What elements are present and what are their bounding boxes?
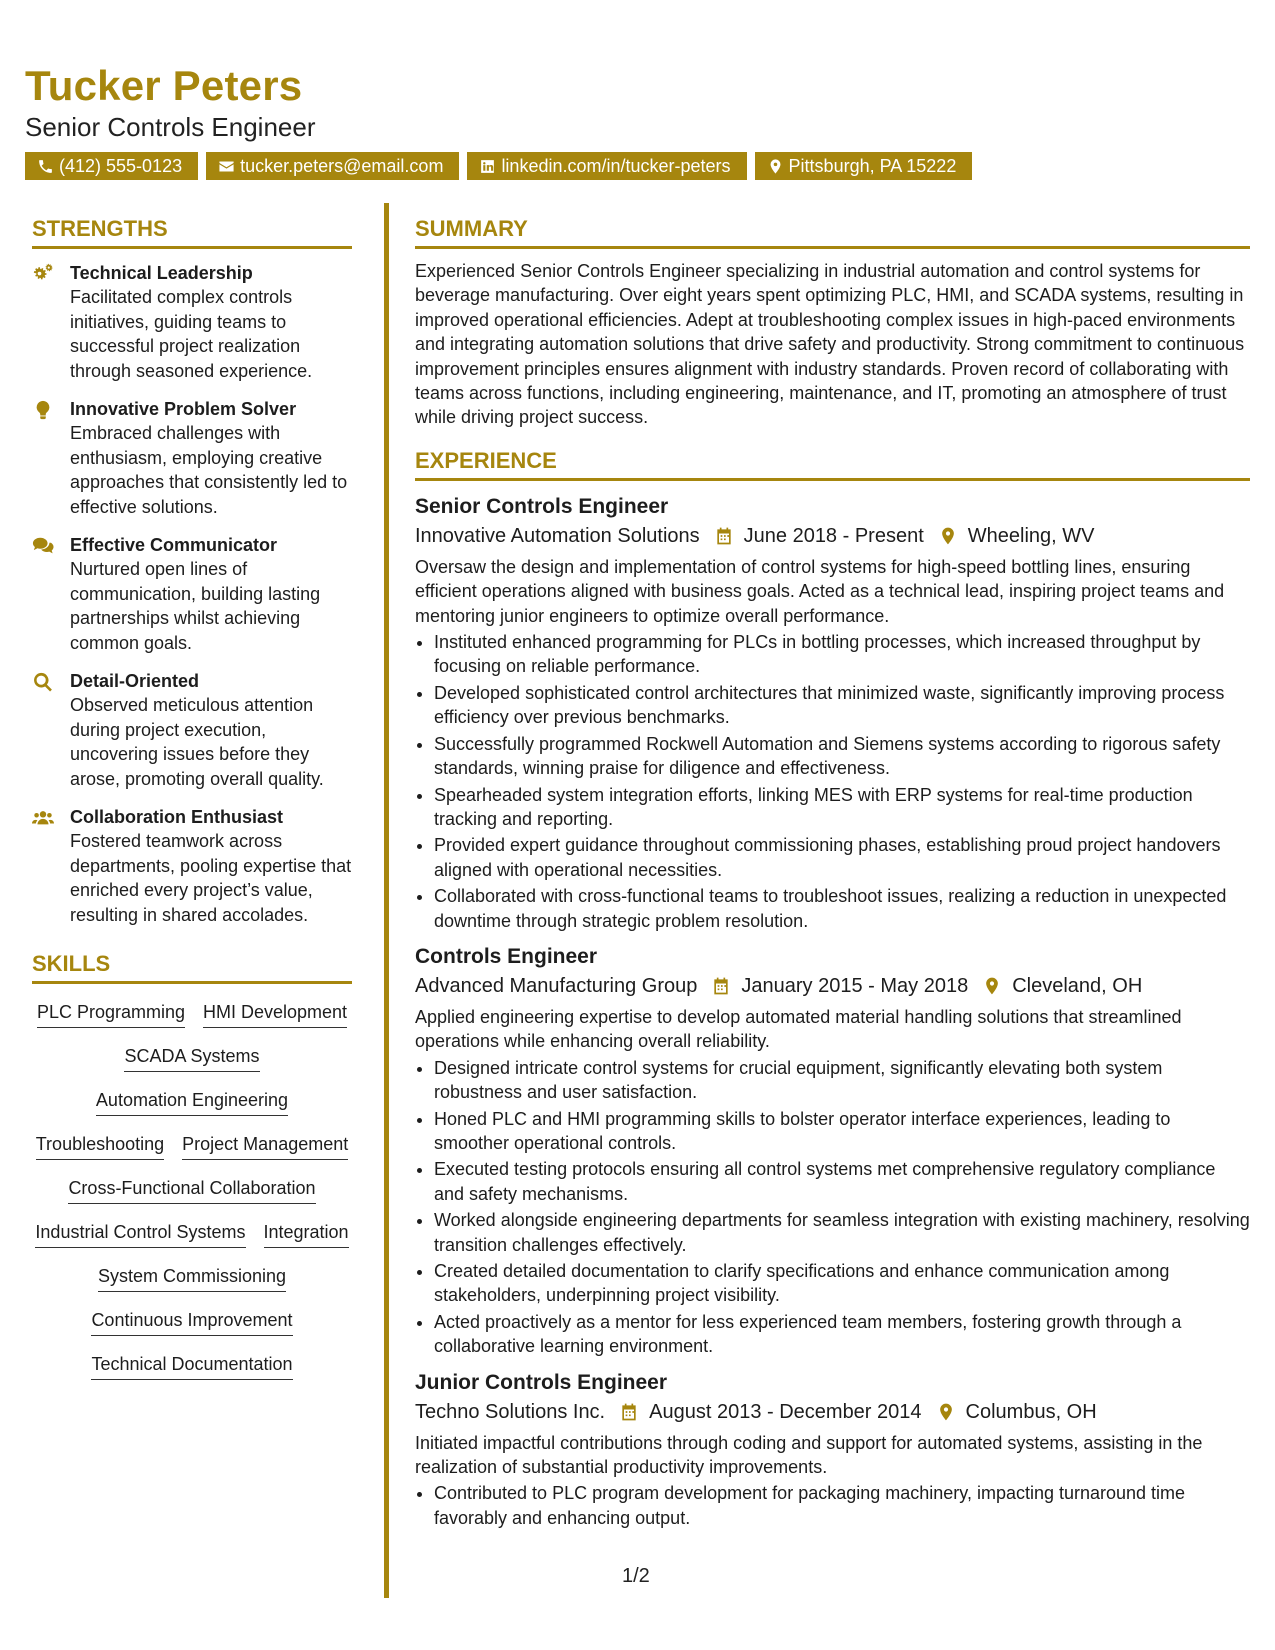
job-title: Junior Controls Engineer — [415, 1370, 668, 1394]
location-pin-icon — [982, 976, 1002, 996]
skill-tag: SCADA Systems — [124, 1044, 259, 1072]
bullet-item: • Designed intricate control systems for crucial equipment, significantly elevating both system robustness and user satisfaction. — [434, 1056, 1250, 1105]
job-entry — [415, 943, 1250, 1359]
strength-description: Observed meticulous attention during project execution, uncovering issues before they arose, promoting overall quality. — [70, 695, 324, 789]
experience-heading: EXPERIENCE — [415, 448, 1250, 481]
company-name: Advanced Manufacturing Group — [415, 974, 698, 997]
bullet-item: • Worked alongside engineering departments for seamless integration with existing machinery, resolving transition challenges effectively. — [434, 1208, 1250, 1257]
strength-item — [32, 397, 352, 519]
bullet-item: • Provided expert guidance throughout commissioning phases, establishing proud project handovers aligned with operational necessities. — [434, 833, 1250, 882]
bullet-item: • Acted proactively as a mentor for less experienced team members, fostering growth through a collaborative learning environment. — [434, 1310, 1250, 1359]
location-pin-icon — [936, 1402, 956, 1422]
strengths-heading: STRENGTHS — [32, 216, 352, 249]
summary-text: Experienced Senior Controls Engineer specializing in industrial automation and control systems for beverage manufacturing. Over eight years spent optimizing PLC, HMI, and SCADA systems, resulting in improved operational efficiencies. Adept at troubleshooting complex issues in high-paced environments and integrating automation solutions that drive safety and productivity. Strong commitment to continuous improvement principles ensures alignment with industry standards. Proven record of collaborating with teams across functions, including engineering, maintenance, and IT, promoting an atmosphere of trust while driving project success. — [415, 261, 1245, 428]
skill-tag: Integration — [264, 1220, 349, 1248]
strength-title: Collaboration Enthusiast — [70, 807, 284, 827]
job-bullets — [415, 1056, 1250, 1359]
strength-title: Effective Communicator — [70, 535, 278, 555]
bullet-item: • Honed PLC and HMI programming skills to bolster operator interface experiences, leading to smoother operational controls. — [434, 1107, 1250, 1156]
bullet-item: • Successfully programmed Rockwell Automation and Siemens systems according to rigorous safety standards, winning praise for diligence and effectiveness. — [434, 732, 1250, 781]
contact-email[interactable] — [206, 152, 459, 180]
bullet-item: • Spearheaded system integration efforts, linking MES with ERP systems for real-time production tracking and reporting. — [434, 783, 1250, 832]
contact-location[interactable] — [755, 152, 973, 180]
skill-tag: PLC Programming — [37, 1000, 185, 1028]
bullet-item: • Instituted enhanced programming for PLCs in bottling processes, which increased throughput by focusing on reliable performance. — [434, 630, 1250, 679]
strength-description: Facilitated complex controls initiatives, guiding teams to successful project realization through seasoned experience. — [70, 287, 313, 381]
job-bullets — [415, 1481, 1250, 1530]
candidate-name: Tucker Peters — [25, 62, 303, 109]
job-dates: August 2013 - December 2014 — [649, 1400, 922, 1423]
summary-heading: SUMMARY — [415, 216, 1250, 249]
calendar-icon — [711, 976, 731, 996]
strength-description: Fostered teamwork across departments, pooling expertise that enriched every project’s value, resulting in shared accolades. — [70, 831, 352, 925]
lightbulb-icon — [32, 399, 54, 421]
strength-item — [32, 669, 352, 791]
job-description: Initiated impactful contributions through coding and support for automated systems, assisting in the realization of substantial productivity improvements. — [415, 1432, 1203, 1478]
calendar-icon — [714, 526, 734, 546]
contact-text: tucker.peters@email.com — [240, 156, 444, 176]
strength-description: Nurtured open lines of communication, building lasting partnerships whilst achieving common goals. — [70, 559, 321, 653]
skills-heading: SKILLS — [32, 951, 352, 984]
calendar-icon — [619, 1402, 639, 1422]
magnifier-icon — [32, 671, 54, 693]
skill-tag: Troubleshooting — [36, 1132, 164, 1160]
candidate-title: Senior Controls Engineer — [25, 112, 316, 142]
job-entry — [415, 493, 1250, 933]
job-dates: January 2015 - May 2018 — [741, 974, 969, 997]
skill-tag: HMI Development — [203, 1000, 347, 1028]
skills-list — [32, 1000, 352, 1380]
job-location: Columbus, OH — [965, 1400, 1097, 1423]
bullet-item: • Created detailed documentation to clarify specifications and enhance communication among stakeholders, underpinning project visibility. — [434, 1259, 1250, 1308]
company-name: Techno Solutions Inc. — [415, 1400, 606, 1423]
strength-title: Technical Leadership — [70, 263, 253, 283]
job-meta — [415, 971, 1250, 1001]
company-name: Innovative Automation Solutions — [415, 524, 700, 547]
strength-item — [32, 805, 352, 927]
bullet-item: • Executed testing protocols ensuring all control systems met comprehensive regulatory compliance and safety mechanisms. — [434, 1157, 1250, 1206]
skill-tag: Automation Engineering — [96, 1088, 288, 1116]
strength-description: Embraced challenges with enthusiasm, employing creative approaches that consistently led to effective solutions. — [70, 423, 348, 517]
column-divider — [384, 203, 389, 1598]
users-icon — [32, 807, 54, 829]
gears-icon — [32, 263, 54, 285]
comments-icon — [32, 535, 54, 557]
strength-title: Innovative Problem Solver — [70, 399, 297, 419]
contact-linkedin[interactable] — [467, 152, 746, 180]
contact-text: Pittsburgh, PA 15222 — [788, 156, 957, 176]
skill-tag: Project Management — [182, 1132, 348, 1160]
phone-icon — [37, 158, 54, 175]
location-pin-icon — [938, 526, 958, 546]
job-meta — [415, 521, 1250, 551]
strength-item — [32, 261, 352, 383]
bullet-item: • Contributed to PLC program development for packaging machinery, impacting turnaround time favorably and enhancing output. — [434, 1481, 1250, 1530]
bullet-item: • Collaborated with cross-functional teams to troubleshoot issues, realizing a reduction in unexpected downtime through strategic problem resolution. — [434, 884, 1250, 933]
linkedin-icon — [479, 158, 496, 175]
contact-text: (412) 555-0123 — [59, 156, 183, 176]
job-location: Cleveland, OH — [1012, 974, 1143, 997]
job-description: Oversaw the design and implementation of control systems for high-speed bottling lines, ensuring efficient operations aligned with business goals. Acted as a technical lead, inspiring project teams and mentoring junior engineers to optimize overall performance. — [415, 556, 1225, 626]
contact-bar — [25, 152, 972, 180]
job-dates: June 2018 - Present — [743, 524, 924, 547]
right-column — [415, 216, 1250, 1540]
job-title: Controls Engineer — [415, 944, 598, 968]
skill-tag: Technical Documentation — [91, 1352, 292, 1380]
skill-tag: System Commissioning — [98, 1264, 286, 1292]
job-description: Applied engineering expertise to develop automated material handling solutions that streamlined operations while enhancing overall reliability. — [415, 1006, 1182, 1052]
strength-title: Detail-Oriented — [70, 671, 200, 691]
job-entry — [415, 1369, 1250, 1531]
envelope-icon — [218, 158, 235, 175]
location-pin-icon — [767, 158, 784, 175]
skill-tag: Cross-Functional Collaboration — [68, 1176, 315, 1204]
job-bullets — [415, 630, 1250, 933]
page-number: 1/2 — [622, 1565, 650, 1587]
job-title: Senior Controls Engineer — [415, 494, 669, 518]
contact-phone[interactable] — [25, 152, 198, 180]
skill-tag: Continuous Improvement — [91, 1308, 292, 1336]
contact-text: linkedin.com/in/tucker-peters — [501, 156, 731, 176]
left-column — [32, 216, 352, 1380]
job-location: Wheeling, WV — [967, 524, 1095, 547]
bullet-item: • Developed sophisticated control architectures that minimized waste, significantly improving process efficiency over previous benchmarks. — [434, 681, 1250, 730]
strength-item — [32, 533, 352, 655]
skill-tag: Industrial Control Systems — [35, 1220, 245, 1248]
job-meta — [415, 1397, 1250, 1427]
